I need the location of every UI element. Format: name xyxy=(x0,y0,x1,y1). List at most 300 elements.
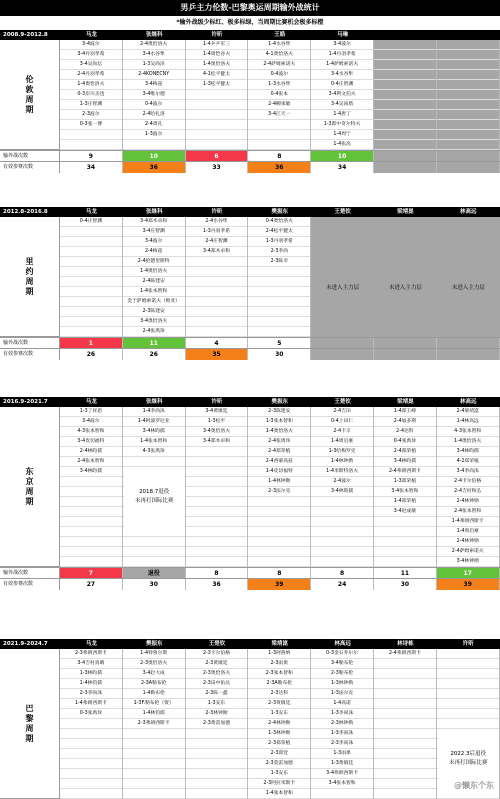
match-result: 1-3阿鲁纳 xyxy=(248,649,310,659)
match-result: 3-4利文伯夫 xyxy=(311,90,373,100)
match-result: 1-3哈梅罗克 xyxy=(311,447,373,457)
match-result: 1-4周启豪 xyxy=(311,437,373,447)
match-result xyxy=(374,50,436,60)
stat-value: 30 xyxy=(374,579,437,590)
match-result: 奕于萨姆索诺夫（败亚） xyxy=(123,297,185,307)
match-result xyxy=(311,527,373,537)
match-result: 2-4KONECNY xyxy=(123,70,185,80)
match-result: 2-4林昀儒 xyxy=(60,447,122,457)
match-result xyxy=(60,317,122,327)
match-result xyxy=(374,789,436,799)
stat-label: 输外战次数 xyxy=(0,568,60,579)
match-result: 2-3法尔克 xyxy=(248,487,310,497)
match-result xyxy=(123,739,185,749)
match-result xyxy=(437,659,499,669)
match-result: 2-4达科 xyxy=(374,427,436,437)
match-result: 2-4哈扎洛 xyxy=(123,110,185,120)
match-result: 3-4郑木卓和 xyxy=(186,247,248,257)
match-result xyxy=(60,277,122,287)
match-result: 1-4丹羽孝希 xyxy=(311,50,373,60)
match-result xyxy=(60,769,122,779)
match-result: 1-4弗朗西斯卡 xyxy=(437,517,499,527)
match-result xyxy=(374,699,436,709)
era-period: 2008.9-2012.8 xyxy=(3,32,48,38)
match-result xyxy=(123,759,185,769)
match-result xyxy=(311,557,373,567)
match-result xyxy=(374,769,436,779)
stat-value: 36 xyxy=(248,162,311,173)
match-result xyxy=(437,709,499,719)
match-result xyxy=(186,130,248,140)
match-result: 1-3丹羽孝希 xyxy=(248,237,310,247)
match-result xyxy=(123,527,185,537)
match-result xyxy=(60,227,122,237)
stat-value: 1 xyxy=(60,338,123,349)
match-result xyxy=(374,749,436,759)
match-result: 2-4林钟勋 xyxy=(437,497,499,507)
match-result: 2-3黄雷加德 xyxy=(186,719,248,729)
match-result: 2-4弗朗西斯卡 xyxy=(374,467,436,477)
match-result: 2-4萨姆索诺夫 xyxy=(248,60,310,70)
match-result xyxy=(60,749,122,759)
match-result: 4-3张禹珍 xyxy=(123,447,185,457)
player-name: 许昕 xyxy=(462,641,474,647)
match-result xyxy=(60,789,122,799)
match-result xyxy=(186,257,248,267)
match-result: 3-4林昀儒 xyxy=(374,457,436,467)
match-result: 1-3李尚洙 xyxy=(311,729,373,739)
retire-note: 2018.7退役 未再打国际比赛 xyxy=(124,467,185,527)
era-side-label xyxy=(0,649,60,799)
stat-value: 36 xyxy=(123,162,186,173)
stat-value: 34 xyxy=(60,162,123,173)
player-name: 马龙 xyxy=(85,32,97,38)
stat-value: 35 xyxy=(186,349,249,360)
match-result xyxy=(186,527,248,537)
match-result xyxy=(60,130,122,140)
player-name: 樊振东 xyxy=(271,209,289,215)
match-result: 2-3雨果 xyxy=(248,659,310,669)
match-result: 3-4郑木卓和 xyxy=(186,437,248,447)
match-result xyxy=(437,699,499,709)
stat-value: 27 xyxy=(60,579,123,590)
match-result: 1-4萨姆索诺夫 xyxy=(311,60,373,70)
match-result xyxy=(60,140,122,150)
stat-value: 8 xyxy=(311,568,374,579)
match-result xyxy=(248,557,310,567)
match-result xyxy=(437,60,499,70)
era-side-text: 里约周期 xyxy=(25,256,34,297)
match-result xyxy=(311,497,373,507)
match-result: 2-4加多斯 xyxy=(374,417,436,427)
player-column xyxy=(186,407,249,567)
stat-value: 36 xyxy=(186,579,249,590)
player-name: 樊振东 xyxy=(271,399,289,405)
match-result xyxy=(186,507,248,517)
era-header xyxy=(0,639,500,649)
match-result: 1-3安东 xyxy=(248,709,310,719)
player-column xyxy=(248,407,311,567)
match-result xyxy=(248,317,310,327)
match-result xyxy=(374,779,436,789)
match-result: 1-4林高远 xyxy=(437,417,499,427)
match-result xyxy=(437,669,499,679)
stat-value: 39 xyxy=(437,579,500,590)
match-result xyxy=(60,327,122,337)
match-result: 0-4张本 xyxy=(248,90,310,100)
match-result xyxy=(186,267,248,277)
match-result: 2-4西蒙高兹 xyxy=(248,457,310,467)
match-result: 2-4张禹珍 xyxy=(248,437,310,447)
era-period: 2012.8-2016.8 xyxy=(3,209,48,215)
match-result: 1-3雨果 xyxy=(311,749,373,759)
match-result xyxy=(186,90,248,100)
match-result: 1-3安东 xyxy=(186,699,248,709)
not-main-roster-note: 未进入主力层 xyxy=(311,217,374,359)
not-main-roster-note: 未进入主力层 xyxy=(437,217,500,359)
match-result xyxy=(248,537,310,547)
match-result: 2-3林钟勋 xyxy=(186,709,248,719)
stat-value: 30 xyxy=(248,349,311,360)
match-result xyxy=(60,537,122,547)
match-result: 2-3李尚洙 xyxy=(311,739,373,749)
match-result xyxy=(60,527,122,537)
match-result: 1-4林钟勋 xyxy=(248,477,310,487)
player-name: 许昕 xyxy=(211,32,223,38)
match-result xyxy=(60,487,122,497)
stat-value: 17 xyxy=(437,568,500,579)
match-result: 3-4水谷隼 xyxy=(311,70,373,80)
match-result xyxy=(186,307,248,317)
match-result xyxy=(60,557,122,567)
match-result: 3-4江天一 xyxy=(248,110,310,120)
match-result: 1-4米斯特洛夫 xyxy=(311,467,373,477)
match-result xyxy=(374,120,436,130)
match-result: 3-4维尔德 xyxy=(123,90,185,100)
match-result: 2-4丹羽孝希 xyxy=(60,70,122,80)
match-result: 2-3林钟勋 xyxy=(311,719,373,729)
match-result: 3-4张本智和 xyxy=(311,779,373,789)
match-result xyxy=(60,729,122,739)
match-result xyxy=(374,679,436,689)
match-result xyxy=(60,267,122,277)
match-result: 1-3庄智渊 xyxy=(60,100,122,110)
match-result xyxy=(60,297,122,307)
match-result: 2-3张本智和 xyxy=(248,669,310,679)
match-result: 1-3松平健太 xyxy=(186,80,248,90)
match-result: 2-3达科 xyxy=(248,689,310,699)
match-result: 2-3A勒布伦 xyxy=(123,679,185,689)
match-result xyxy=(437,649,499,659)
stat-value: 34 xyxy=(311,162,374,173)
era-period: 2021.9-2024.7 xyxy=(3,641,48,647)
match-result: 2-4柳承敏 xyxy=(248,100,310,110)
match-result: 2-4林钟勋 xyxy=(248,719,310,729)
era-side-label xyxy=(0,40,60,150)
match-result xyxy=(437,50,499,60)
stat-value: 退役 xyxy=(123,568,186,579)
match-result: 3-4庄智渊 xyxy=(123,227,185,237)
match-result: 2-3卡尔伯格 xyxy=(186,649,248,659)
player-name: 张继科 xyxy=(145,399,163,405)
stat-label: 有效参赛次数 xyxy=(0,579,60,590)
match-result: 2-4卡尔伯格 xyxy=(437,477,499,487)
match-result xyxy=(374,689,436,699)
match-result xyxy=(123,789,185,799)
match-result: 2-4郑荣植 xyxy=(374,447,436,457)
match-result: 2-3奥恰洛夫 xyxy=(123,659,185,669)
match-result: 2-3陈建安 xyxy=(248,407,310,417)
match-result xyxy=(311,547,373,557)
match-result xyxy=(374,527,436,537)
match-result: 2-3黄镇廷 xyxy=(248,699,310,709)
match-result: 3-4吉村真晴 xyxy=(60,659,122,669)
match-result: 3-4赵成敏 xyxy=(374,507,436,517)
match-result: 3-4林昀儒 xyxy=(311,487,373,497)
match-result: 1-3林钟勋 xyxy=(311,679,373,689)
player-name: 梁靖崑 xyxy=(397,209,414,215)
match-result: 3-4林钟勋 xyxy=(437,557,499,567)
match-result: 2-4周孔 xyxy=(123,120,185,130)
match-result xyxy=(248,130,310,140)
match-result: 2-4松平健太 xyxy=(248,227,310,237)
stat-value: 5 xyxy=(248,338,311,349)
match-result xyxy=(186,789,248,799)
match-result: 3-4奥恰洛夫 xyxy=(186,427,248,437)
match-result xyxy=(374,100,436,110)
match-result xyxy=(186,769,248,779)
match-result: 2-3A勒布伦 xyxy=(248,679,310,689)
match-result: 2-4郑荣植 xyxy=(248,447,310,457)
stat-value xyxy=(437,162,500,173)
match-result xyxy=(186,779,248,789)
match-result: 3-4丹羽孝希 xyxy=(60,50,122,60)
player-name: 王楚钦 xyxy=(208,641,226,647)
match-result xyxy=(186,327,248,337)
player-name: 马龙 xyxy=(85,641,97,647)
match-result: 2-4奥恰洛夫 xyxy=(123,40,185,50)
match-result: 1-4张高 xyxy=(311,140,373,150)
match-result xyxy=(186,287,248,297)
match-result xyxy=(60,477,122,487)
match-result xyxy=(186,467,248,477)
match-result xyxy=(186,457,248,467)
stat-value: 10 xyxy=(123,151,186,162)
match-result: 2-3陈幸 xyxy=(248,257,310,267)
match-result xyxy=(186,120,248,130)
stat-label: 输外战次数 xyxy=(0,151,60,162)
match-result xyxy=(248,517,310,527)
player-column xyxy=(60,407,123,567)
match-result xyxy=(123,140,185,150)
match-result: 0-4上田仁 xyxy=(311,417,373,427)
match-count-row xyxy=(0,161,500,172)
match-result: 1-3林昀儒 xyxy=(60,669,122,679)
match-result: 1-4水谷隼 xyxy=(248,40,310,50)
match-result: 3-4波尔 xyxy=(60,417,122,427)
player-name: 许昕 xyxy=(211,399,223,405)
era-side-label xyxy=(0,407,60,567)
match-result: 3-4水谷隼 xyxy=(123,50,185,60)
player-name: 林高远 xyxy=(459,399,477,405)
match-result xyxy=(437,80,499,90)
match-result: 2-4庄智渊 xyxy=(186,237,248,247)
match-result: 1-4郑王峰 xyxy=(374,407,436,417)
player-name: 王皓 xyxy=(274,32,286,38)
player-column xyxy=(437,407,500,567)
match-result: 3-4林昀儒 xyxy=(60,467,122,477)
match-result xyxy=(186,537,248,547)
match-result xyxy=(186,100,248,110)
match-result xyxy=(123,729,185,739)
watermark: @懒东个东 xyxy=(454,781,494,790)
player-column xyxy=(374,40,437,150)
stat-label: 有效参赛次数 xyxy=(0,162,60,173)
match-result xyxy=(186,487,248,497)
match-result: 2-4张本智和 xyxy=(437,507,499,517)
stat-value: 8 xyxy=(248,568,311,579)
match-result xyxy=(186,557,248,567)
match-result: 1-4高诺 xyxy=(311,699,373,709)
match-result xyxy=(186,447,248,457)
match-result xyxy=(437,719,499,729)
stat-value: 24 xyxy=(311,579,374,590)
player-column xyxy=(311,40,374,150)
match-result: 3-4弗朗西斯卡 xyxy=(311,769,373,779)
match-result xyxy=(374,709,436,719)
match-result: 1-3丹羽孝希 xyxy=(186,227,248,237)
match-result: 1-3张本智和 xyxy=(248,417,310,427)
match-result xyxy=(186,759,248,769)
player-name: 梁靖崑 xyxy=(271,641,289,647)
match-result xyxy=(186,749,248,759)
stat-value: 10 xyxy=(311,151,374,162)
match-result: 2-4张本智和 xyxy=(60,457,122,467)
match-result: 2-4张禹珍 xyxy=(123,327,185,337)
match-result xyxy=(374,739,436,749)
match-result: 1-3丁祥恩 xyxy=(60,407,122,417)
player-name: 梁靖崑 xyxy=(397,399,414,405)
match-result: 1-3郎中奇尔特夫 xyxy=(311,120,373,130)
player-name: 许昕 xyxy=(211,209,223,215)
player-name: 王楚钦 xyxy=(334,209,351,215)
match-result: 3-4奥恰洛夫 xyxy=(123,317,185,327)
match-count-row xyxy=(0,348,500,359)
match-result xyxy=(437,689,499,699)
match-result xyxy=(311,507,373,517)
match-result: 2-3波尔 xyxy=(60,110,122,120)
player-name: 张继科 xyxy=(145,209,163,215)
match-result: 2-3勒布伦 xyxy=(311,669,373,679)
match-result xyxy=(186,317,248,327)
stat-value xyxy=(311,349,374,360)
match-result: 1-4阿波罗尼亚 xyxy=(123,417,185,427)
match-result xyxy=(437,130,499,140)
match-result xyxy=(248,497,310,507)
match-result xyxy=(186,729,248,739)
player-column xyxy=(123,649,186,799)
match-result: 2-3邱党 xyxy=(248,749,310,759)
match-result: 1-4张本智和 xyxy=(248,789,310,799)
match-result xyxy=(123,557,185,567)
match-result: 1-4特鲁尔斯 xyxy=(123,649,185,659)
match-result: 2-4伦德里斯特 xyxy=(123,257,185,267)
match-result xyxy=(374,130,436,140)
match-result: 3-4吴尚坛 xyxy=(60,60,122,70)
page-title: 男乒主力伦数-巴黎奥运周期输外战统计 xyxy=(0,0,500,16)
player-column xyxy=(60,217,123,337)
match-result xyxy=(374,547,436,557)
stat-value: 30 xyxy=(123,579,186,590)
match-result xyxy=(374,759,436,769)
match-result xyxy=(60,739,122,749)
lose-count-row xyxy=(0,567,500,578)
match-result: 0-3张禹珍 xyxy=(60,709,122,719)
match-result: 2-4萨姆索诺夫 xyxy=(437,547,499,557)
match-result xyxy=(374,40,436,50)
match-result: 1-4唐丁 xyxy=(311,110,373,120)
player-name: 林诗栋 xyxy=(397,641,414,647)
match-result xyxy=(248,297,310,307)
match-result: 1-3松平 xyxy=(186,417,248,427)
match-result: 2-3黄镇廷 xyxy=(186,659,248,669)
match-result: 2-4吉村和弘 xyxy=(437,487,499,497)
player-column xyxy=(248,649,311,799)
match-result xyxy=(374,669,436,679)
stat-value: 4 xyxy=(186,338,249,349)
match-result: 2-4卡辛 xyxy=(311,427,373,437)
lose-count-row xyxy=(0,150,500,161)
match-result: 1-3吴尚泽 xyxy=(123,60,185,70)
player-column xyxy=(311,407,374,567)
player-name: 王楚钦 xyxy=(334,399,351,405)
era-header xyxy=(0,397,500,407)
match-result xyxy=(123,457,185,467)
match-result: 1-4周恺谷夫 xyxy=(186,50,248,60)
match-result: 2-3弗朗西斯卡 xyxy=(123,719,185,729)
match-result xyxy=(374,557,436,567)
stat-value: 11 xyxy=(123,338,186,349)
match-result: 1-4周启豪 xyxy=(437,527,499,537)
match-result: 3-4吴尚塔 xyxy=(311,100,373,110)
match-result xyxy=(248,277,310,287)
match-result xyxy=(311,537,373,547)
match-result xyxy=(248,267,310,277)
match-result xyxy=(374,719,436,729)
stat-value xyxy=(374,162,437,173)
match-result: 1-4张本智和 xyxy=(123,437,185,447)
match-result: 1-4奥恰洛夫 xyxy=(60,80,122,90)
stat-value: 6 xyxy=(186,151,249,162)
era-side-text: 东京周期 xyxy=(25,466,34,507)
match-result: 4-2郑荣植 xyxy=(437,457,499,467)
stat-value: 39 xyxy=(248,579,311,590)
player-column xyxy=(248,40,311,150)
match-result xyxy=(311,517,373,527)
match-result xyxy=(123,749,185,759)
match-result xyxy=(60,307,122,317)
match-result: 3-4林昀儒 xyxy=(437,447,499,457)
match-result xyxy=(186,110,248,120)
stat-value: 8 xyxy=(248,151,311,162)
match-result xyxy=(248,507,310,517)
player-name: 马龙 xyxy=(85,399,97,405)
stat-value: 7 xyxy=(60,568,123,579)
match-result xyxy=(437,100,499,110)
match-result xyxy=(123,547,185,557)
match-result xyxy=(248,527,310,537)
match-result xyxy=(123,769,185,779)
